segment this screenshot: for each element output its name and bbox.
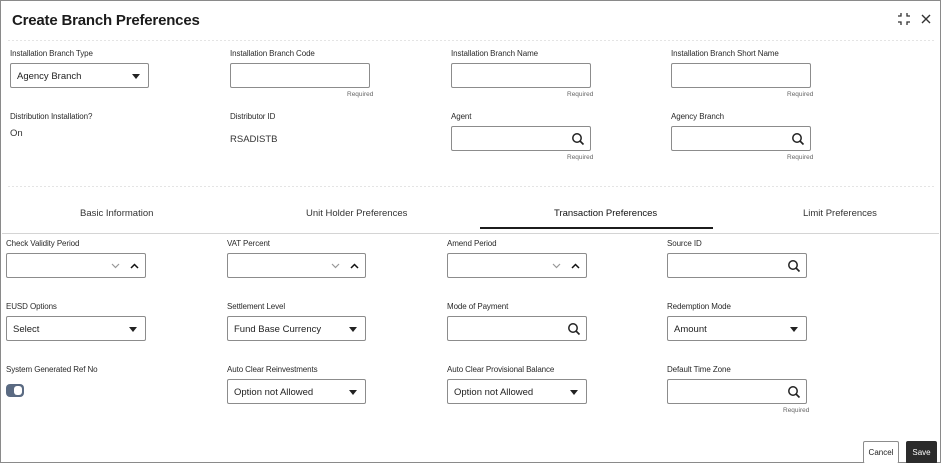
chevron-down-icon [349,390,357,395]
agent-required: Required [567,154,594,161]
auto-clear-reinvestments-value: Option not Allowed [234,387,314,398]
search-icon[interactable] [787,385,801,399]
eusd-options-value: Select [13,324,40,335]
settlement-level-select[interactable] [227,316,366,341]
tab-basic-information[interactable]: Basic Information [80,208,154,219]
amend-period-stepper[interactable] [447,253,587,278]
maximize-icon[interactable] [896,11,912,27]
chevron-down-icon [132,74,140,79]
installation-branch-type-value: Agency Branch [17,71,82,82]
mode-of-payment-input[interactable] [447,316,587,341]
installation-branch-short-name-required: Required [787,91,814,98]
source-id-label: Source ID [667,239,702,248]
search-icon[interactable] [571,132,585,146]
installation-branch-code-input[interactable] [230,63,370,88]
agency-branch-input[interactable] [671,126,811,151]
default-time-zone-input[interactable] [667,379,807,404]
agent-label: Agent [451,112,472,121]
default-time-zone-required: Required [783,407,810,414]
dialog-title: Create Branch Preferences [12,12,200,29]
tab-transaction-preferences[interactable]: Transaction Preferences [554,208,658,219]
mode-of-payment-label: Mode of Payment [447,302,509,311]
amend-period-label: Amend Period [447,239,497,248]
installation-branch-short-name-input[interactable] [671,63,811,88]
chevron-up-icon[interactable] [128,259,140,273]
auto-clear-provisional-balance-value: Option not Allowed [454,387,534,398]
tab-separator [2,233,939,234]
chevron-down-icon[interactable] [329,259,341,273]
distribution-installation-value: On [10,128,23,139]
chevron-down-icon [349,327,357,332]
tab-limit-preferences[interactable]: Limit Preferences [803,208,877,219]
window-controls [896,11,934,27]
agency-branch-label: Agency Branch [671,112,724,121]
chevron-down-icon[interactable] [109,259,121,273]
distributor-id-value: RSADISTB [230,134,278,145]
distribution-installation-label: Distribution Installation? [10,112,93,121]
installation-branch-code-required: Required [347,91,374,98]
auto-clear-reinvestments-select[interactable] [227,379,366,404]
chevron-down-icon [570,390,578,395]
check-validity-period-label: Check Validity Period [6,239,80,248]
cancel-button[interactable]: Cancel [863,441,899,463]
save-button[interactable]: Save [906,441,937,463]
installation-branch-type-select[interactable] [10,63,149,88]
installation-branch-type-label: Installation Branch Type [10,49,93,58]
chevron-up-icon[interactable] [569,259,581,273]
vat-percent-label: VAT Percent [227,239,270,248]
auto-clear-provisional-balance-label: Auto Clear Provisional Balance [447,365,555,374]
chevron-down-icon [129,327,137,332]
tab-unit-holder-preferences[interactable]: Unit Holder Preferences [306,208,408,219]
auto-clear-provisional-balance-select[interactable] [447,379,587,404]
chevron-down-icon[interactable] [550,259,562,273]
vat-percent-stepper[interactable] [227,253,366,278]
toggle-knob [14,386,22,395]
redemption-mode-label: Redemption Mode [667,302,731,311]
installation-branch-code-label: Installation Branch Code [230,49,315,58]
agency-branch-required: Required [787,154,814,161]
system-generated-ref-no-toggle[interactable] [6,384,24,397]
search-icon[interactable] [567,322,581,336]
installation-branch-name-required: Required [567,91,594,98]
settlement-level-label: Settlement Level [227,302,285,311]
section-divider-bottom [7,185,934,188]
check-validity-period-stepper[interactable] [6,253,146,278]
installation-branch-name-input[interactable] [451,63,591,88]
chevron-down-icon [790,327,798,332]
chevron-up-icon[interactable] [348,259,360,273]
search-icon[interactable] [791,132,805,146]
redemption-mode-value: Amount [674,324,707,335]
default-time-zone-label: Default Time Zone [667,365,731,374]
section-divider-top [7,39,934,42]
source-id-input[interactable] [667,253,807,278]
search-icon[interactable] [787,259,801,273]
eusd-options-select[interactable] [6,316,146,341]
system-generated-ref-no-label: System Generated Ref No [6,365,98,374]
installation-branch-name-label: Installation Branch Name [451,49,538,58]
auto-clear-reinvestments-label: Auto Clear Reinvestments [227,365,318,374]
close-icon[interactable] [918,11,934,27]
active-tab-indicator [480,227,713,229]
redemption-mode-select[interactable] [667,316,807,341]
agent-input[interactable] [451,126,591,151]
installation-branch-short-name-label: Installation Branch Short Name [671,49,779,58]
distributor-id-label: Distributor ID [230,112,276,121]
eusd-options-label: EUSD Options [6,302,57,311]
settlement-level-value: Fund Base Currency [234,324,322,335]
